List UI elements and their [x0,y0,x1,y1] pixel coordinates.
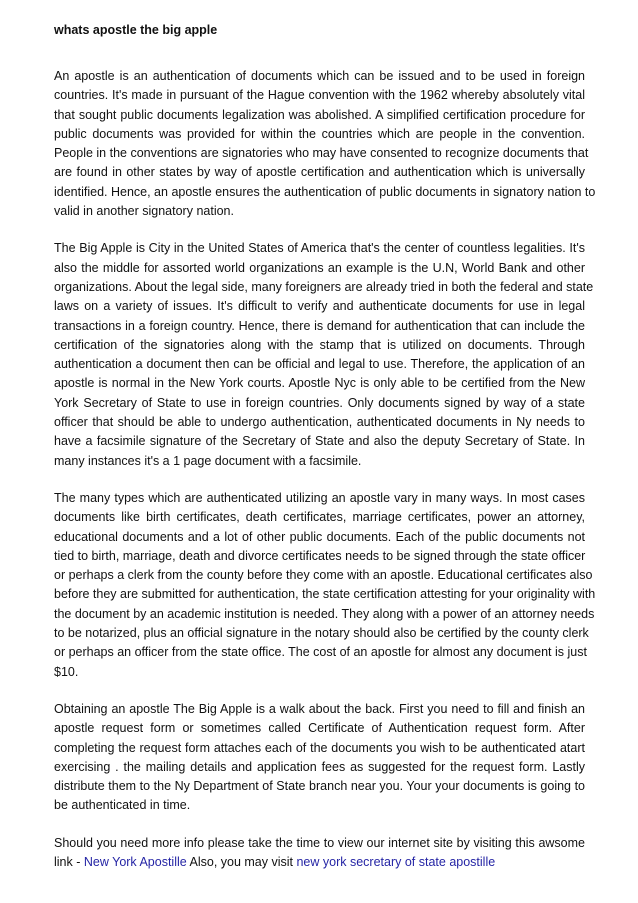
paragraph-line: that sought public documents legalization was abolished. A simplified certification procedure for [54,107,585,122]
paragraph-line: transactions in a foreign country. Hence, there is demand for authentication that can include the [54,318,585,333]
document-page [54,21,596,890]
paragraph-line: Obtaining an apostle The Big Apple is a walk about the back. First you need to fill and finish an [54,701,585,716]
paragraph-line: have a facsimile signature of the Secretary of State and also the deputy Secretary of State. In [54,434,585,449]
paragraph-line: officer that should be able to undergo authentication, authenticated documents in Ny needs to [54,415,585,430]
closing-paragraph [54,834,585,873]
paragraph [54,67,596,221]
paragraph-line: the document by an academic institution is needed. They along with a power of an attorney needs [54,606,595,621]
paragraph-line: tied to birth, marriage, death and divorce certificates needs to be signed through the state officer [54,548,586,563]
paragraph-line: authentication a document then can be official and legal to use. Therefore, the application of an [54,357,585,372]
paragraph-line: before they are submitted for authentication, the state certification attesting for your originality with [54,587,596,602]
paragraph-line: exercising . the mailing details and application fees as suggested for the request form. Lastly [54,759,585,774]
paragraph-line: apostle is normal in the New York courts. Apostle Nyc is only able to be certified from the New [54,376,585,391]
paragraph-line: or perhaps an officer from the state office. The cost of an apostle for almost any document is just [54,645,587,660]
paragraph [54,700,585,816]
ny-secretary-of-state-apostille-link[interactable]: new york secretary of state apostille [296,854,496,869]
paragraph-line: are found in other states by way of apostle certification and authentication which is universally [54,165,585,180]
paragraph-line: or perhaps a clerk from the county before they come with an apostle. Educational certificates also [54,568,593,583]
paragraph-line: The Big Apple is City in the United States of America that's the center of countless legalities. It's [54,241,585,256]
document-title: whats apostle the big apple [54,23,218,37]
document-body [54,67,596,816]
paragraph-line: also the middle for assorted world organizations an example is the U.N, World Bank and other [54,260,585,275]
paragraph-line: public documents was provided for within the countries which are people in the convention. [54,126,585,141]
paragraph-line: laws on a variety of issues. It's difficult to verify and authenticate documents for use in legal [54,299,585,314]
paragraph-line: organizations. About the legal side, many foreigners are already tried in both the federal and state [54,279,594,294]
paragraph-line: certification of the signatories along with the stamp that is utilized on documents. Through [54,337,585,352]
paragraph-line: identified. Hence, an apostle ensures the authentication of public documents in signatory nation to [54,184,596,199]
paragraph-line: many instances it's a 1 page document with a facsimile. [54,453,362,468]
paragraph-line: to be notarized, plus an official signature in the notary should also be certified by the county clerk [54,626,589,641]
link-prefix: link - [54,854,84,869]
paragraph-line: $10. [54,664,79,679]
paragraph-line: distribute them to the Ny Department of State branch near you. Your your documents is going to [54,779,585,794]
paragraph-line: An apostle is an authentication of documents which can be issued and to be used in foreign [54,69,585,83]
paragraph-line: The many types which are authenticated utilizing an apostle vary in many ways. In most cases [54,490,585,505]
paragraph-line: countries. It's made in pursuant of the Hague convention with the 1962 whereby absolutely vital [54,88,585,103]
paragraph-line: People in the conventions are signatories who may have consented to recognize documents that [54,146,589,161]
paragraph [54,239,594,471]
paragraph-line: York Secretary of State to use in foreign countries. Only documents signed by way of a state [54,395,585,410]
paragraph-line: completing the request form attaches each of the documents you wish to be authenticated atart [54,740,585,755]
paragraph-line: Should you need more info please take the time to view our internet site by visiting this awsome [54,835,585,850]
link-middle-text: Also, you may visit [186,854,297,869]
new-york-apostille-link[interactable]: New York Apostille [83,854,187,869]
paragraph-line: valid in another signatory nation. [54,204,234,219]
paragraph-line [54,853,585,872]
paragraph-line: educational documents and a lot of other public documents. Each of the public documents not [54,529,585,544]
paragraph-line: apostle request form or sometimes called Certificate of Authentication request form. After [54,721,585,736]
paragraph-line: documents like birth certificates, death certificates, marriage certificates, power an attorney, [54,510,585,525]
paragraph [54,489,596,682]
paragraph-line: be authenticated in time. [54,798,191,813]
